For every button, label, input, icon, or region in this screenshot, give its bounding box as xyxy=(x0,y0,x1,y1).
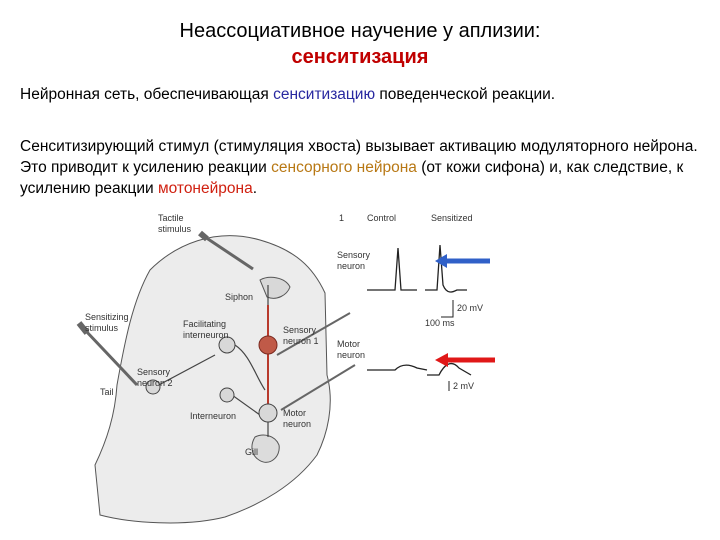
motor-trace-sensitized xyxy=(427,364,471,375)
trace-sensory-neuron-label: neuron xyxy=(337,261,366,271)
sensory-neuron-highlight: сенсорного нейрона xyxy=(271,159,417,176)
label-sensory-1: Sensory xyxy=(283,325,317,335)
label-motor-neuron: neuron xyxy=(283,419,312,429)
title-line-2: сенситизация xyxy=(291,46,429,68)
paragraph-network-text-b: поведенческой реакции. xyxy=(375,86,556,103)
scale-bar-sensory xyxy=(441,300,453,317)
label-interneuron: Interneuron xyxy=(190,411,237,421)
motor-trace-control xyxy=(367,365,427,370)
label-facilitating: Facilitating xyxy=(183,319,227,329)
motor-neuron-highlight: мотонейрона xyxy=(157,180,253,197)
label-siphon: Siphon xyxy=(225,292,254,302)
paragraph-network-text-a: Нейронная сеть, обеспечивающая xyxy=(20,86,274,103)
label-facilitating-interneuron: interneuron xyxy=(183,330,229,340)
label-sensitizing: Sensitizing xyxy=(85,312,129,322)
scale-100ms: 100 ms xyxy=(425,318,455,328)
trace-sensory-label: Sensory xyxy=(337,250,371,260)
trace-motor-neuron-label: neuron xyxy=(337,350,366,360)
panel-number: 1 xyxy=(339,213,345,223)
red-arrow-icon xyxy=(435,353,495,367)
paragraph-network xyxy=(20,84,710,105)
sensory-trace-control xyxy=(367,248,417,290)
label-tail: Tail xyxy=(100,387,114,397)
sensory-trace-sensitized xyxy=(425,245,467,292)
paragraph-explanation xyxy=(20,136,710,199)
paragraph-explanation-text-a: Сенситизирующий стимул (стимуляция хвоста) вызывает активацию модуляторного нейрона. Это приводит к усилению реакции xyxy=(20,138,698,176)
sensory-neuron-1-soma xyxy=(259,336,277,354)
motor-neuron-soma xyxy=(259,404,277,422)
label-motor: Motor xyxy=(283,408,307,418)
blue-arrow-icon xyxy=(435,254,490,268)
scale-20mv: 20 mV xyxy=(457,303,484,313)
trace-motor-label: Motor xyxy=(337,339,361,349)
label-neuron-1: neuron 1 xyxy=(283,336,319,346)
label-neuron-2: neuron 2 xyxy=(137,378,173,388)
label-tactile-stimulus: stimulus xyxy=(158,224,192,234)
label-gill: Gill xyxy=(245,447,258,457)
title-line-1: Неассоциативное научение у аплизии: xyxy=(179,20,541,42)
trace-sensitized-label: Sensitized xyxy=(431,213,473,223)
paragraph-explanation-text-c: . xyxy=(252,180,258,197)
label-sensory-2: Sensory xyxy=(137,367,171,377)
interneuron-soma xyxy=(220,388,234,402)
aplysia-circuit-figure xyxy=(55,205,515,535)
label-tactile: Tactile xyxy=(158,213,184,223)
label-sensitizing-stimulus: stimulus xyxy=(85,323,119,333)
scale-2mv: 2 mV xyxy=(453,381,475,391)
sensitization-highlight: сенситизацию xyxy=(273,86,376,103)
slide-title xyxy=(0,18,720,70)
paragraph-explanation-text-b: (от кожи сифона) и, как следствие, к усилению реакции xyxy=(20,159,684,197)
trace-control-label: Control xyxy=(367,213,397,223)
